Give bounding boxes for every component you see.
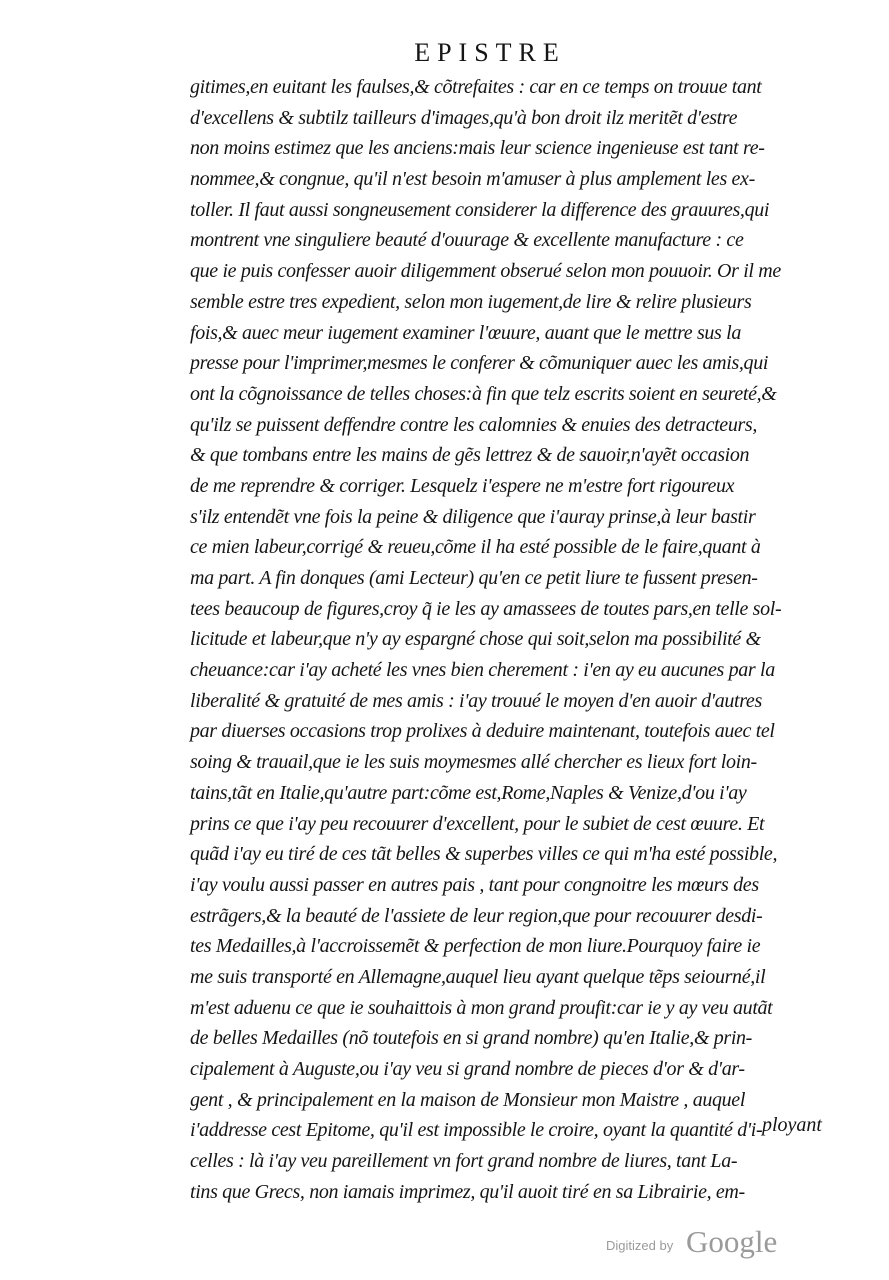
catchword: ployant [762,1114,822,1136]
text-line: de me reprendre & corriger. Lesquelz i'espere ne m'estre fort rigoureux [190,474,735,497]
text-line: gent , & principalement en la maison de Monsieur mon Maistre , auquel [190,1088,746,1111]
text-line: quãd i'ay eu tiré de ces tãt belles & superbes villes ce qui m'ha esté possible, [190,843,778,866]
text-line: tains,tãt en Italie,qu'autre part:cõme est,Rome,Naples & Venize,d'ou i'ay [190,781,747,804]
running-head: EPISTRE [414,38,566,67]
text-line: par diuerses occasions trop prolixes à deduire maintenant, toutefois auec tel [190,720,775,743]
text-line: prins ce que i'ay peu recouurer d'excellent, pour le subiet de cest œuure. Et [190,812,765,835]
text-line: qu'ilz se puissent deffendre contre les calomnies & enuies des detracteurs, [190,413,757,436]
text-line: d'excellens & subtilz tailleurs d'images,qu'à bon droit ilz meritẽt d'estre [190,106,738,129]
text-line: toller. Il faut aussi songneusement considerer la difference des grauures,qui [190,198,770,221]
text-line: ma part. A fin donques (ami Lecteur) qu'en ce petit liure te fussent presen- [190,567,758,589]
text-line: i'addresse cest Epitome, qu'il est impossible le croire, oyant la quantité d'i- [190,1119,763,1142]
watermark-prefix: Digitized by [606,1238,674,1253]
text-line: fois,& auec meur iugement examiner l'œuure, auant que le mettre sus la [190,321,741,344]
text-line: tes Medailles,à l'accroissemẽt & perfection de mon liure.Pourquoy faire ie [190,935,761,958]
text-line: gitimes,en euitant les faulses,& cõtrefaites : car en ce temps on trouue tant [190,76,762,98]
text-line: me suis transporté en Allemagne,auquel lieu ayant quelque tẽps seiourné,il [190,965,766,988]
text-line: soing & trauail,que ie les suis moymesmes allé chercher es lieux fort loin- [190,751,757,774]
text-line: de belles Medailles (nõ toutefois en si grand nombre) qu'en Italie,& prin- [190,1027,752,1050]
text-line: ce mien labeur,corrigé & reueu,cõme il ha esté possible de le faire,quant à [190,536,761,559]
google-logo: Google [686,1224,778,1259]
text-line: non moins estimez que les anciens:mais leur science ingenieuse est tant re- [190,137,765,160]
text-line: que ie puis confesser auoir diligemment obserué selon mon pouuoir. Or il me [190,260,781,283]
text-line: cheuance:car i'ay acheté les vnes bien cherement : i'en ay eu aucunes par la [190,659,775,682]
text-line: i'ay voulu aussi passer en autres pais , tant pour congnoitre les mœurs des [190,873,759,896]
text-line: nommee,& congnue, qu'il n'est besoin m'amuser à plus amplement les ex- [190,168,755,191]
text-line: presse pour l'imprimer,mesmes le conferer & cõmuniquer auec les amis,qui [190,352,769,375]
digitized-watermark [606,1224,792,1260]
text-line: celles : là i'ay veu pareillement vn fort grand nombre de liures, tant La- [190,1150,738,1173]
text-line: montrent vne singuliere beauté d'ouurage & excellente manufacture : ce [190,229,744,252]
text-line: cipalement à Auguste,ou i'ay veu si grand nombre de pieces d'or & d'ar- [190,1058,745,1080]
text-line: tins que Grecs, non iamais imprimez, qu'il auoit tiré en sa Librairie, em- [190,1180,745,1203]
body-text [190,72,830,1207]
text-line: tees beaucoup de figures,croy q̃ ie les ay amassees de toutes pars,en telle sol- [190,597,782,620]
text-line: licitude et labeur,que n'y ay espargné chose qui soit,selon ma possibilité & [190,628,761,651]
text-line: liberalité & gratuité de mes amis : i'ay trouué le moyen d'en auoir d'autres [190,689,762,712]
text-line: semble estre tres expedient, selon mon iugement,de lire & relire plusieurs [190,290,752,313]
text-line: estrãgers,& la beauté de l'assiete de leur region,que pour recouurer desdi- [190,904,763,927]
text-line: & que tombans entre les mains de gẽs lettrez & de sauoir,n'ayẽt occasion [190,444,750,467]
text-line: s'ilz entendẽt vne fois la peine & diligence que i'auray prinse,à leur bastir [190,505,756,528]
text-line: ont la cõgnoissance de telles choses:à fin que telz escrits soient en seureté,& [190,382,777,405]
text-line: m'est aduenu ce que ie souhaittois à mon grand proufit:car ie y ay veu autãt [190,996,773,1019]
